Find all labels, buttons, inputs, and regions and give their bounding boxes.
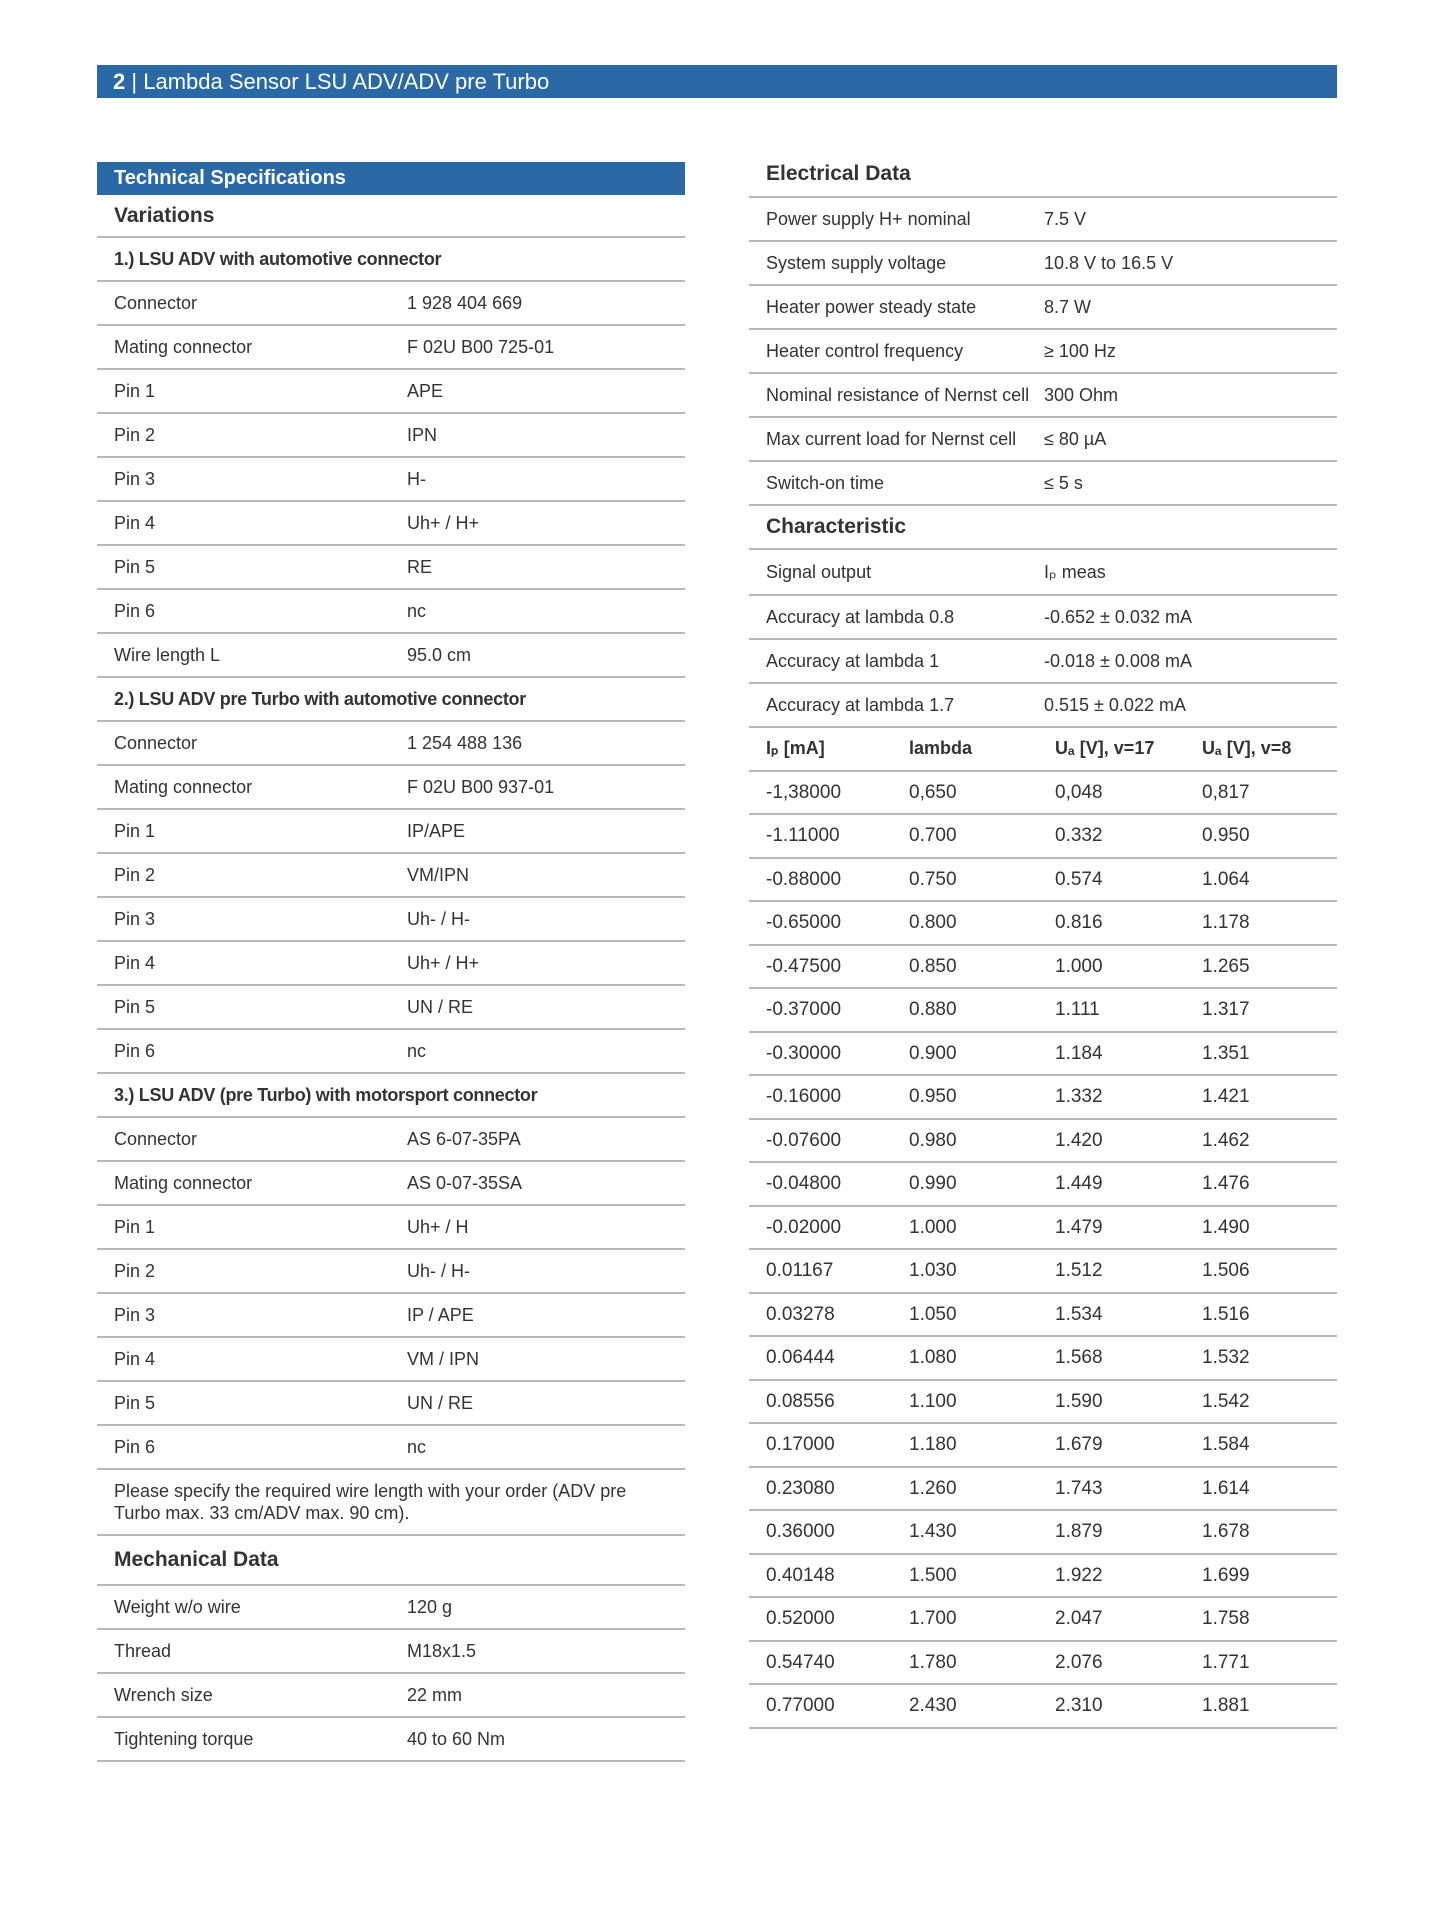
table-row (749, 772, 1337, 816)
spec-row (97, 1250, 685, 1294)
spec-row (97, 634, 685, 678)
cell-ua-v8: 1.881 (1202, 1695, 1250, 1716)
cell-ip: 0.23080 (766, 1477, 835, 1499)
cell-lambda: 1.430 (909, 1521, 957, 1542)
cell-lambda: 0.980 (909, 1129, 957, 1151)
cell-ua-v17: 1.879 (1055, 1521, 1103, 1542)
cell-lambda: 1.030 (909, 1260, 957, 1281)
cell-ip: -0.37000 (766, 999, 842, 1020)
cell-ip: -0.88000 (766, 868, 842, 890)
spec-row (97, 458, 685, 502)
electrical-data-list (749, 198, 1337, 506)
cell-ua-v17: 1.111 (1055, 999, 1100, 1020)
cell-lambda: 0.750 (909, 868, 957, 890)
spec-value: AS 0-07-35SA (407, 1173, 523, 1193)
spec-label: Pin 3 (114, 469, 156, 489)
cell-ip: 0.01167 (766, 1260, 834, 1281)
cell-ip: -0.04800 (766, 1173, 842, 1194)
table-row (749, 1555, 1337, 1599)
spec-value: -0.652 ± 0.032 mA (1044, 607, 1192, 627)
cell-ua-v8: 1.584 (1202, 1434, 1250, 1455)
table-row (749, 1120, 1337, 1164)
cell-ip: -0.30000 (766, 1042, 842, 1064)
electrical-row (749, 462, 1337, 506)
spec-row (97, 326, 685, 370)
cell-ip: 0.52000 (766, 1608, 835, 1629)
cell-ua-v8: 1.476 (1202, 1173, 1250, 1194)
spec-value: Uh+ / H (407, 1217, 469, 1237)
spec-row (97, 502, 685, 546)
spec-row (97, 766, 685, 810)
spec-row (97, 1162, 685, 1206)
cell-ip: 0.06444 (766, 1347, 835, 1368)
cell-lambda: 0.880 (909, 999, 957, 1020)
spec-value: ≤ 5 s (1044, 473, 1083, 493)
cell-lambda: 1.180 (909, 1434, 957, 1455)
spec-value: Uh+ / H+ (407, 953, 480, 973)
electrical-data-heading: Electrical Data (749, 152, 1337, 198)
cell-ua-v8: 1.421 (1202, 1086, 1250, 1107)
spec-row (97, 1118, 685, 1162)
spec-row (97, 1294, 685, 1338)
spec-label: Pin 3 (114, 1305, 156, 1325)
cell-ua-v8: 1.678 (1202, 1521, 1250, 1542)
mechanical-row (97, 1674, 685, 1718)
spec-value: 1 254 488 136 (407, 733, 523, 753)
table-row (749, 1381, 1337, 1425)
cell-lambda: 1.000 (909, 1216, 957, 1238)
spec-row (97, 1030, 685, 1074)
spec-row (97, 722, 685, 766)
spec-value: IP / APE (407, 1305, 474, 1325)
cell-lambda: 2.430 (909, 1695, 957, 1716)
spec-label: Accuracy at lambda 1.7 (766, 695, 955, 715)
electrical-row (749, 198, 1337, 242)
table-header-row (749, 728, 1337, 772)
cell-lambda: 1.500 (909, 1564, 957, 1586)
spec-value: RE (407, 557, 433, 577)
spec-label: Pin 1 (114, 381, 156, 401)
spec-label: Wrench size (114, 1685, 213, 1705)
cell-ua-v17: 1.332 (1055, 1086, 1103, 1107)
spec-value: 300 Ohm (1044, 385, 1119, 405)
wire-length-note: Please specify the required wire length with your order (ADV pre Turbo max. 33 cm/ADV max. 90 cm). (97, 1470, 685, 1536)
cell-lambda: 0.850 (909, 955, 957, 977)
spec-value: nc (407, 1041, 427, 1061)
spec-value: 40 to 60 Nm (407, 1729, 506, 1749)
characteristic-row (749, 640, 1337, 684)
cell-ua-v8: 1.490 (1202, 1216, 1250, 1238)
spec-value: ≤ 80 µA (1044, 429, 1107, 449)
cell-ua-v17: 0.332 (1055, 825, 1103, 846)
cell-ua-v17: 0,048 (1055, 781, 1103, 803)
cell-ip: 0.77000 (766, 1695, 835, 1716)
electrical-row (749, 286, 1337, 330)
cell-ua-v17: 2.047 (1055, 1608, 1103, 1629)
cell-ua-v17: 1.568 (1055, 1347, 1103, 1368)
spec-value: VM/IPN (407, 865, 470, 885)
spec-row (97, 854, 685, 898)
spec-label: Thread (114, 1641, 172, 1661)
spec-value: H- (407, 469, 426, 489)
spec-row (97, 1426, 685, 1470)
technical-specifications-banner: Technical Specifications (97, 162, 685, 195)
spec-label: Pin 6 (114, 1437, 156, 1457)
spec-row (97, 590, 685, 634)
cell-lambda: 1.080 (909, 1347, 957, 1368)
table-row (749, 1337, 1337, 1381)
cell-ua-v8: 1.178 (1202, 912, 1250, 933)
spec-value: 10.8 V to 16.5 V (1044, 253, 1174, 273)
table-row (749, 1033, 1337, 1077)
mechanical-row (97, 1718, 685, 1762)
cell-ua-v17: 1.420 (1055, 1129, 1103, 1151)
spec-row (97, 414, 685, 458)
electrical-row (749, 374, 1337, 418)
spec-value: 1 928 404 669 (407, 293, 523, 313)
table-row (749, 815, 1337, 859)
cell-ip: 0.08556 (766, 1390, 835, 1412)
spec-label: Switch-on time (766, 473, 885, 493)
cell-ua-v8: 1.758 (1202, 1608, 1250, 1629)
right-column (749, 152, 1337, 1729)
header-separator: | (131, 69, 138, 94)
spec-label: Pin 1 (114, 821, 156, 841)
cell-ua-v17: 1.184 (1055, 1042, 1103, 1064)
cell-ip: -0.47500 (766, 955, 842, 977)
spec-row (97, 1206, 685, 1250)
spec-label: Pin 5 (114, 557, 156, 577)
spec-value: 0.515 ± 0.022 mA (1044, 695, 1186, 715)
spec-value: 95.0 cm (407, 645, 472, 665)
mechanical-data-heading: Mechanical Data (97, 1536, 685, 1586)
column-header-lambda: lambda (909, 738, 973, 758)
spec-label: Pin 4 (114, 513, 156, 533)
spec-label: System supply voltage (766, 253, 947, 273)
mechanical-row (97, 1586, 685, 1630)
mechanical-row (97, 1630, 685, 1674)
spec-row (97, 546, 685, 590)
cell-ua-v8: 0.950 (1202, 825, 1250, 846)
spec-value: VM / IPN (407, 1349, 480, 1369)
cell-lambda: 1.700 (909, 1608, 957, 1629)
cell-ua-v8: 1.506 (1202, 1260, 1250, 1281)
spec-value: Uh- / H- (407, 1261, 470, 1281)
spec-row (97, 370, 685, 414)
cell-lambda: 0.700 (909, 825, 957, 846)
spec-value: IPN (407, 425, 438, 445)
spec-label: Weight w/o wire (114, 1597, 241, 1617)
cell-ua-v8: 1.064 (1202, 868, 1250, 890)
spec-value: 22 mm (407, 1685, 463, 1705)
spec-value: M18x1.5 (407, 1641, 477, 1661)
cell-ip: -1,38000 (766, 781, 842, 803)
spec-value: 7.5 V (1044, 209, 1087, 229)
spec-label: Signal output (766, 562, 872, 582)
cell-lambda: 1.260 (909, 1477, 957, 1499)
spec-label: Wire length L (114, 645, 221, 665)
table-row (749, 1294, 1337, 1338)
variations-heading: Variations (97, 195, 685, 238)
cell-ua-v8: 1.516 (1202, 1303, 1250, 1325)
page-header-bar (97, 65, 1337, 98)
spec-value: 8.7 W (1044, 297, 1092, 317)
page-number: 2 (113, 69, 126, 94)
table-row (749, 946, 1337, 990)
cell-ip: -0.65000 (766, 912, 842, 933)
table-row (749, 859, 1337, 903)
cell-ua-v17: 1.000 (1055, 955, 1103, 977)
characteristic-row (749, 684, 1337, 728)
cell-ip: 0.54740 (766, 1651, 835, 1673)
characteristic-table-body (749, 772, 1337, 1729)
spec-label: Connector (114, 733, 198, 753)
cell-ua-v17: 1.479 (1055, 1216, 1103, 1238)
spec-label: Power supply H+ nominal (766, 209, 971, 229)
spec-label: Connector (114, 293, 198, 313)
spec-label: Pin 1 (114, 1217, 156, 1237)
cell-ip: -1.11000 (766, 825, 840, 846)
spec-label: Max current load for Nernst cell (766, 429, 1017, 449)
cell-ua-v17: 1.590 (1055, 1390, 1103, 1412)
characteristic-heading: Characteristic (749, 506, 1337, 550)
spec-value: Iₚ meas (1044, 562, 1106, 582)
spec-label: Mating connector (114, 337, 253, 357)
spec-value: UN / RE (407, 997, 474, 1017)
spec-label: Pin 2 (114, 425, 156, 445)
table-row (749, 989, 1337, 1033)
spec-label: Pin 5 (114, 997, 156, 1017)
cell-ua-v8: 1.542 (1202, 1390, 1250, 1412)
spec-row (97, 942, 685, 986)
spec-value: F 02U B00 725-01 (407, 337, 555, 357)
cell-ua-v8: 0,817 (1202, 781, 1250, 803)
spec-label: Tightening torque (114, 1729, 254, 1749)
spec-label: Accuracy at lambda 0.8 (766, 607, 955, 627)
cell-ua-v17: 0.574 (1055, 868, 1103, 890)
table-row (749, 1163, 1337, 1207)
cell-ua-v8: 1.771 (1202, 1651, 1250, 1673)
cell-ip: 0.17000 (766, 1434, 835, 1455)
table-row (749, 1511, 1337, 1555)
spec-value: -0.018 ± 0.008 mA (1044, 651, 1192, 671)
cell-ua-v17: 1.922 (1055, 1564, 1103, 1586)
cell-ua-v17: 1.512 (1055, 1260, 1103, 1281)
spec-row (97, 1382, 685, 1426)
spec-label: Pin 4 (114, 953, 156, 973)
spec-value: nc (407, 1437, 427, 1457)
characteristic-list (749, 550, 1337, 728)
left-column (97, 162, 685, 1762)
table-row (749, 1250, 1337, 1294)
cell-ip: 0.40148 (766, 1564, 835, 1586)
spec-label: Pin 6 (114, 1041, 156, 1061)
table-row (749, 1424, 1337, 1468)
column-header-ip: Iₚ [mA] (766, 738, 825, 758)
spec-row (97, 282, 685, 326)
spec-label: Mating connector (114, 1173, 253, 1193)
cell-lambda: 0.990 (909, 1173, 957, 1194)
cell-ip: 0.36000 (766, 1521, 835, 1542)
column-header-ua-v8: Uₐ [V], v=8 (1202, 738, 1292, 758)
cell-ua-v8: 1.351 (1202, 1042, 1250, 1064)
table-row (749, 902, 1337, 946)
spec-value: nc (407, 601, 427, 621)
cell-lambda: 1.780 (909, 1651, 957, 1673)
cell-ua-v8: 1.317 (1202, 999, 1250, 1020)
spec-label: Accuracy at lambda 1 (766, 651, 940, 671)
variants-container (97, 238, 685, 1470)
electrical-row (749, 418, 1337, 462)
spec-label: Mating connector (114, 777, 253, 797)
spec-label: Pin 2 (114, 865, 156, 885)
spec-value: AS 6-07-35PA (407, 1129, 521, 1149)
cell-ua-v17: 1.534 (1055, 1303, 1103, 1325)
spec-label: Pin 6 (114, 601, 156, 621)
spec-value: IP/APE (407, 821, 466, 841)
spec-row (97, 986, 685, 1030)
spec-row (97, 810, 685, 854)
cell-ua-v8: 1.462 (1202, 1129, 1250, 1151)
cell-ua-v17: 1.449 (1055, 1173, 1103, 1194)
cell-lambda: 1.100 (909, 1390, 957, 1412)
table-row (749, 1642, 1337, 1686)
cell-lambda: 0.800 (909, 912, 957, 933)
spec-label: Connector (114, 1129, 198, 1149)
spec-label: Heater control frequency (766, 341, 964, 361)
spec-row (97, 898, 685, 942)
cell-ua-v17: 1.743 (1055, 1477, 1103, 1499)
spec-label: Nominal resistance of Nernst cell (766, 385, 1030, 405)
cell-ip: -0.02000 (766, 1216, 842, 1238)
electrical-row (749, 242, 1337, 286)
table-row (749, 1685, 1337, 1729)
cell-ua-v8: 1.532 (1202, 1347, 1250, 1368)
mechanical-data-list (97, 1586, 685, 1762)
spec-value: Uh- / H- (407, 909, 470, 929)
cell-lambda: 0.900 (909, 1042, 957, 1064)
spec-value: APE (407, 381, 444, 401)
spec-label: Pin 2 (114, 1261, 156, 1281)
column-header-ua-v17: Uₐ [V], v=17 (1055, 738, 1155, 758)
cell-ua-v8: 1.699 (1202, 1564, 1250, 1586)
cell-ua-v8: 1.265 (1202, 955, 1250, 977)
table-row (749, 1598, 1337, 1642)
variant-heading: 2.) LSU ADV pre Turbo with automotive connector (97, 678, 685, 722)
spec-label: Pin 4 (114, 1349, 156, 1369)
variant-heading: 3.) LSU ADV (pre Turbo) with motorsport connector (97, 1074, 685, 1118)
cell-ua-v17: 2.076 (1055, 1651, 1103, 1673)
spec-label: Pin 3 (114, 909, 156, 929)
spec-value: UN / RE (407, 1393, 474, 1413)
table-row (749, 1468, 1337, 1512)
cell-lambda: 0,650 (909, 781, 957, 803)
cell-ua-v17: 1.679 (1055, 1434, 1103, 1455)
document-title: Lambda Sensor LSU ADV/ADV pre Turbo (143, 69, 550, 94)
spec-value: 120 g (407, 1597, 453, 1617)
spec-label: Pin 5 (114, 1393, 156, 1413)
cell-lambda: 0.950 (909, 1086, 957, 1107)
cell-ua-v17: 0.816 (1055, 912, 1103, 933)
variant-heading: 1.) LSU ADV with automotive connector (97, 238, 685, 282)
characteristic-row (749, 596, 1337, 640)
electrical-row (749, 330, 1337, 374)
characteristic-row (749, 550, 1337, 596)
spec-value: ≥ 100 Hz (1044, 341, 1116, 361)
cell-ua-v17: 2.310 (1055, 1695, 1103, 1716)
cell-ua-v8: 1.614 (1202, 1477, 1250, 1499)
spec-value: Uh+ / H+ (407, 513, 480, 533)
cell-lambda: 1.050 (909, 1303, 957, 1325)
cell-ip: 0.03278 (766, 1303, 835, 1325)
spec-value: F 02U B00 937-01 (407, 777, 555, 797)
cell-ip: -0.07600 (766, 1129, 842, 1151)
cell-ip: -0.16000 (766, 1086, 842, 1107)
spec-row (97, 1338, 685, 1382)
spec-label: Heater power steady state (766, 297, 977, 317)
table-row (749, 1207, 1337, 1251)
table-row (749, 1076, 1337, 1120)
